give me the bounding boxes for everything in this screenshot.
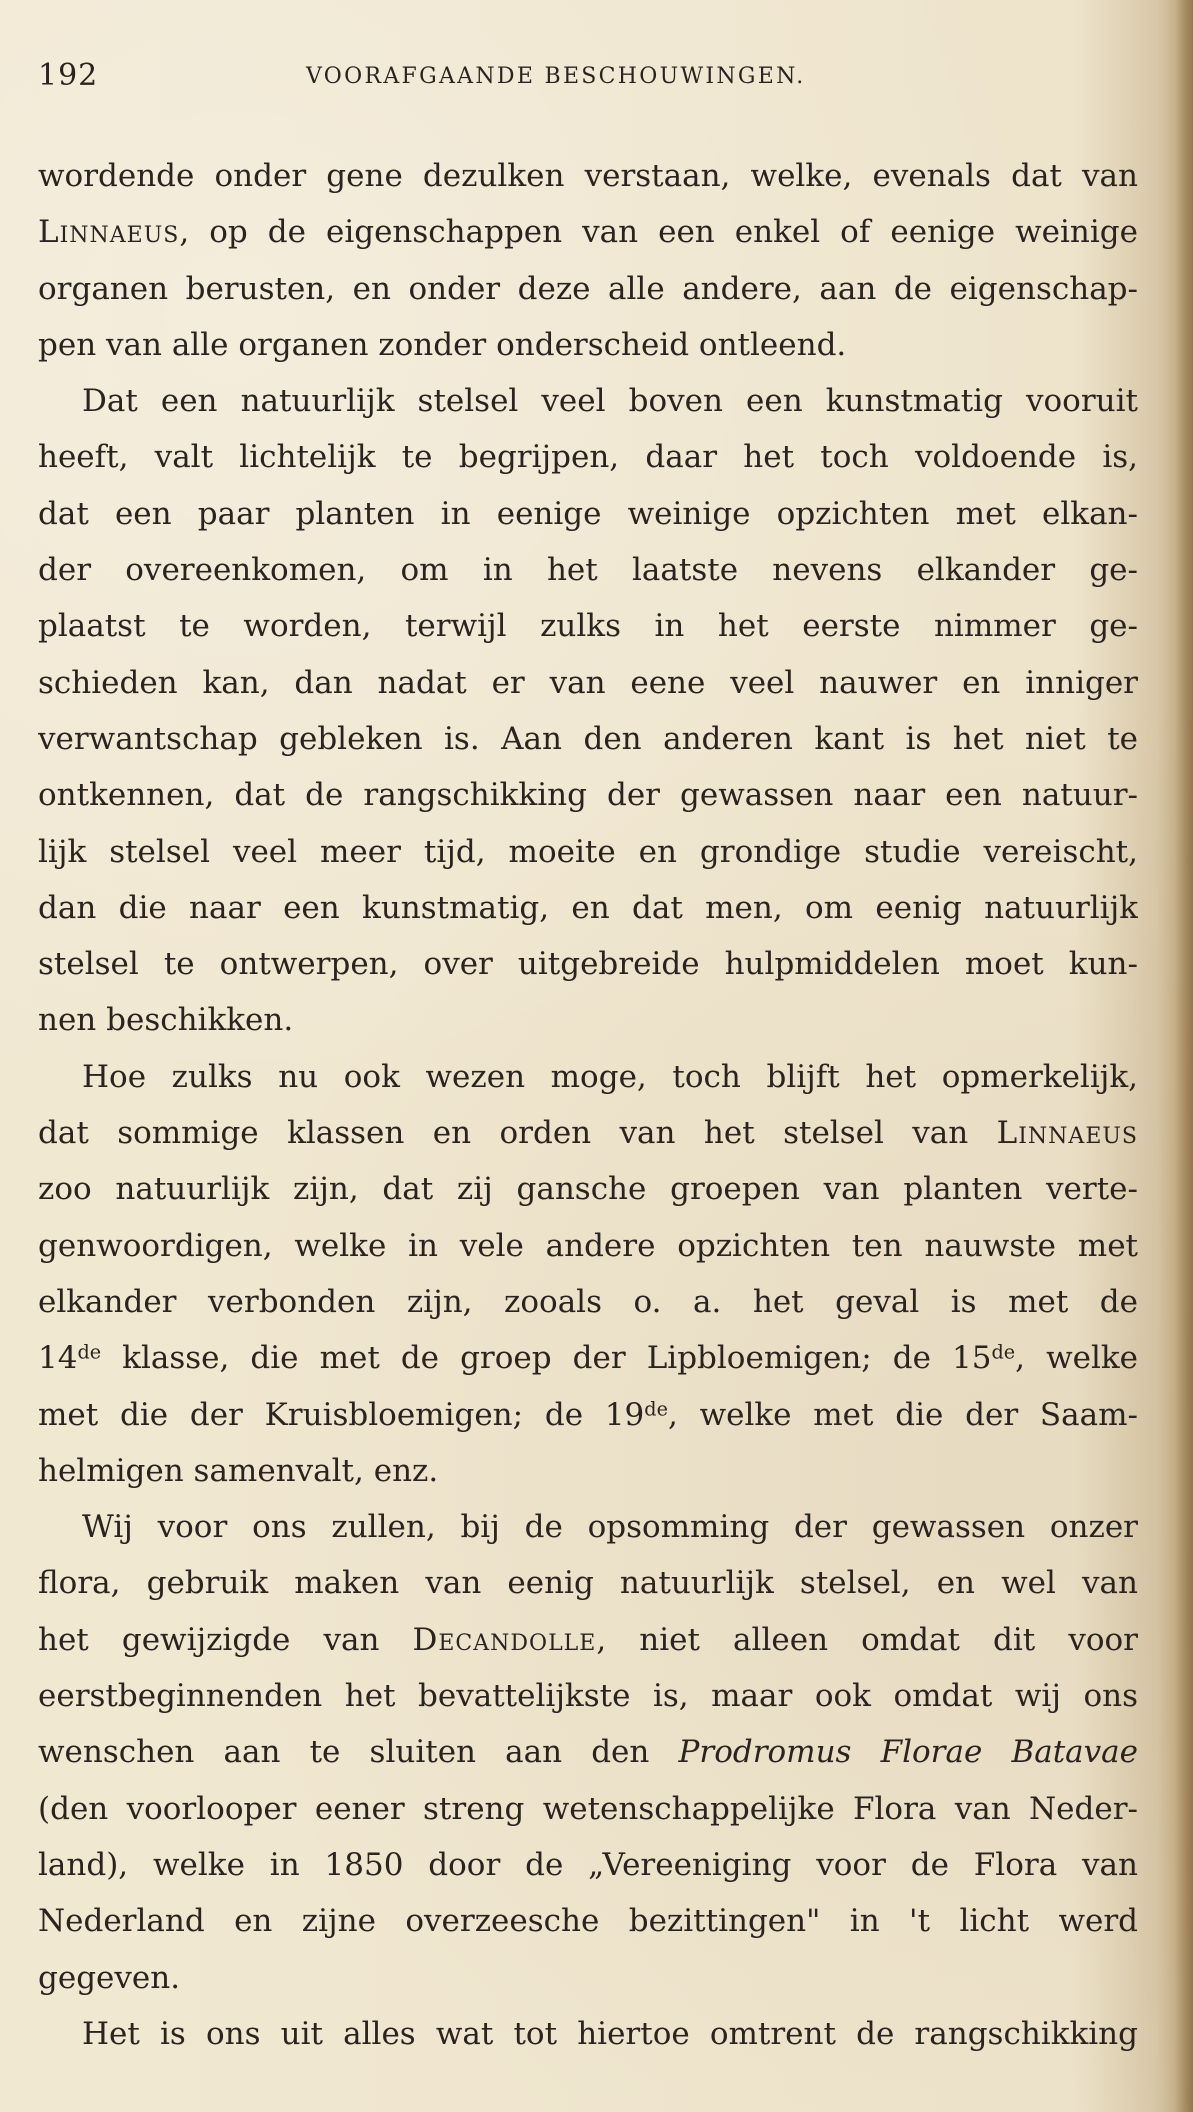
running-head: VOORAFGAANDE BESCHOUWINGEN. [306,64,806,89]
text-line: verwantschap gebleken is. Aan den anderen kant is het niet te [38,720,1138,757]
text-line: genwoordigen, welke in vele andere opzichten ten nauwste met [38,1227,1138,1264]
text-line: helmigen samenvalt, enz. [38,1452,439,1489]
text-line: pen van alle organen zonder onderscheid ontleend. [38,326,847,363]
text-line: heeft, valt lichtelijk te begrijpen, daar het toch voldoende is, [38,439,1138,476]
text-line: dan die naar een kunstmatig, en dat men, om eenig natuurlijk [38,889,1138,926]
text-line: elkander verbonden zijn, zooals o. a. het geval is met de [38,1283,1138,1320]
text-line: Wij voor ons zullen, bij de opsomming der gewassen onzer [82,1509,1138,1546]
text-line: wordende onder gene dezulken verstaan, welke, evenals dat van [38,158,1138,194]
body-text [38,148,1138,2062]
text-line: zoo natuurlijk zijn, dat zij gansche groepen van planten verte- [38,1171,1138,1208]
text-line: met die der Kruisbloemigen; de 19de, welke met die der Saam- [38,1396,1138,1433]
text-line: der overeenkomen, om in het laatste nevens elkander ge- [38,552,1138,589]
text-line: flora, gebruik maken van eenig natuurlijk stelsel, en wel van [38,1565,1138,1602]
text-line: dat een paar planten in eenige weinige opzichten met elkan- [38,495,1138,532]
text-line: Het is ons uit alles wat tot hiertoe omtrent de rangschikking [82,2015,1138,2052]
book-title: Prodromus Florae Batavae [678,1734,1138,1771]
text-line: Linnaeus, op de eigenschappen van een enkel of eenige weinige [38,214,1138,251]
text-line: nen beschikken. [38,1002,294,1039]
text-line: eerstbeginnenden het bevattelijkste is, maar ook omdat wij ons [38,1678,1138,1715]
page-edge-shadow [1175,0,1193,2112]
text-line: wenschen aan te sluiten aan den Prodromus Florae Batavae [38,1734,1138,1771]
author-name: Decandolle [412,1621,597,1658]
text-line: Dat een natuurlijk stelsel veel boven een kunstmatig vooruit [82,383,1138,420]
text-line: ontkennen, dat de rangschikking der gewassen naar een natuur- [38,777,1138,814]
text-line: plaatst te worden, terwijl zulks in het eerste nimmer ge- [38,608,1138,645]
text-line: land), welke in 1850 door de „Vereeniging voor de Flora van [38,1846,1138,1883]
text-line: gegeven. [38,1959,181,1996]
author-name: Linnaeus [996,1115,1138,1152]
text-line: lijk stelsel veel meer tijd, moeite en grondige studie vereischt, [38,833,1138,870]
text-line: schieden kan, dan nadat er van eene veel nauwer en inniger [38,664,1138,701]
text-line: organen berusten, en onder deze alle andere, aan de eigenschap- [38,270,1138,307]
page-header [38,58,1135,98]
page-number: 192 [38,58,99,93]
text-line: stelsel te ontwerpen, over uitgebreide hulpmiddelen moet kun- [38,946,1138,983]
text-line: Nederland en zijne overzeesche bezittingen" in 't licht werd [38,1903,1138,1940]
author-name: Linnaeus [38,214,180,251]
text-line: dat sommige klassen en orden van het stelsel van Linnaeus [38,1115,1138,1152]
text-line: het gewijzigde van Decandolle, niet alleen omdat dit voor [38,1621,1138,1658]
text-line: Hoe zulks nu ook wezen moge, toch blijft het opmerkelijk, [82,1058,1138,1095]
text-line: 14de klasse, die met de groep der Lipbloemigen; de 15de, welke [38,1340,1138,1377]
text-line: (den voorlooper eener streng wetenschappelijke Flora van Neder- [38,1790,1138,1827]
